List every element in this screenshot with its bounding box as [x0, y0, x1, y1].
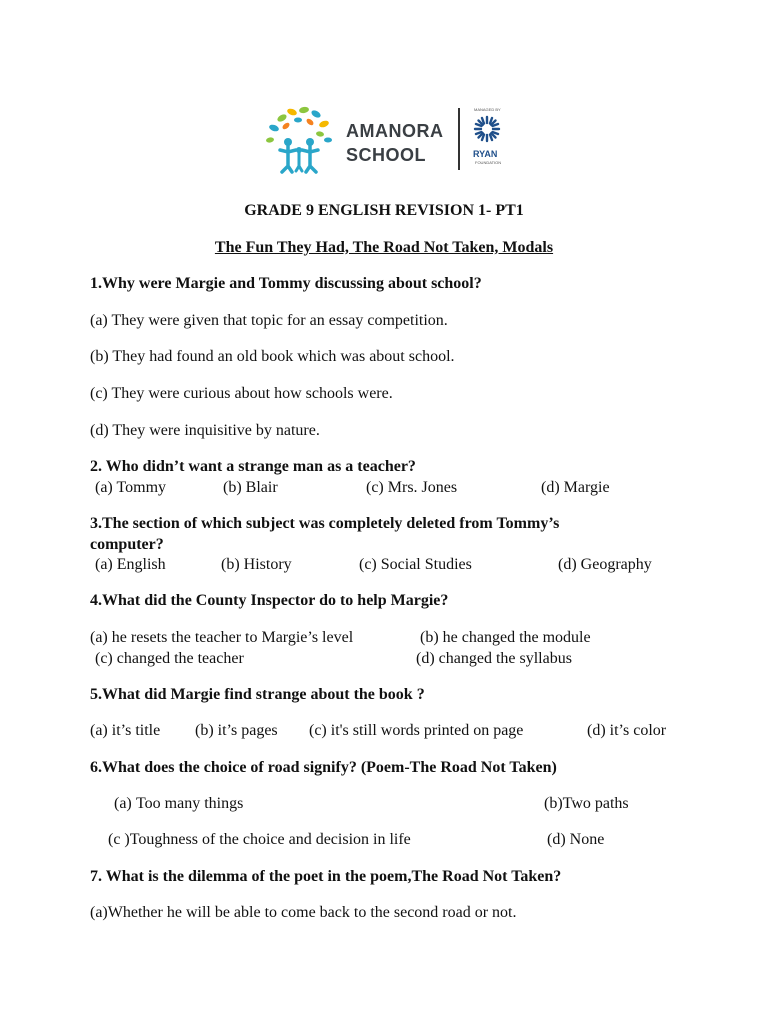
q5-option-d: (d) it’s color [587, 722, 667, 739]
q3-option-c: (c) Social Studies [359, 556, 472, 573]
q3-option-d: (d) Geography [558, 556, 652, 573]
q2-option-d: (d) Margie [541, 479, 610, 496]
q6-option-d: (d) None [547, 831, 605, 848]
question-5: 5.What did Margie find strange about the book ? [90, 686, 425, 703]
q6-option-b: (b)Two paths [544, 795, 629, 812]
logo-divider [458, 108, 460, 170]
q1-option-b: (b) They had found an old book which was about school. [90, 348, 455, 365]
q4-option-a: (a) he resets the teacher to Margie’s level [90, 629, 354, 646]
q5-option-a: (a) it’s title [90, 722, 161, 739]
q1-option-d: (d) They were inquisitive by nature. [90, 422, 320, 439]
page-subtitle: The Fun They Had, The Road Not Taken, Modals [214, 239, 554, 256]
question-2: 2. Who didn’t want a strange man as a teacher? [90, 458, 416, 475]
q3-option-a: (a) English [95, 556, 166, 573]
q7-option-a: (a)Whether he will be able to come back to the second road or not. [90, 904, 517, 921]
q1-option-a: (a) They were given that topic for an essay competition. [90, 312, 448, 329]
q6-option-c: (c )Toughness of the choice and decision in life [108, 831, 411, 848]
question-1: 1.Why were Margie and Tommy discussing about school? [90, 275, 482, 292]
question-3-line-2: computer? [90, 536, 164, 553]
q5-option-c: (c) it's still words printed on page [309, 722, 524, 739]
question-7: 7. What is the dilemma of the poet in the poem,The Road Not Taken? [90, 868, 562, 885]
ryan-label: RYAN [473, 149, 498, 159]
q2-option-a: (a) Tommy [95, 479, 167, 496]
page-title: GRADE 9 ENGLISH REVISION 1- PT1 [244, 202, 524, 219]
q5-option-b: (b) it’s pages [195, 722, 278, 739]
foundation-label: FOUNDATION [475, 160, 502, 165]
q4-option-b: (b) he changed the module [420, 629, 591, 646]
school-logo [262, 104, 508, 174]
q4-option-c: (c) changed the teacher [95, 650, 244, 667]
q3-option-b: (b) History [221, 556, 292, 573]
q2-option-b: (b) Blair [223, 479, 278, 496]
question-3-line-1: 3.The section of which subject was completely deleted from Tommy’s [90, 515, 560, 532]
question-6: 6.What does the choice of road signify? (Poem-The Road Not Taken) [90, 759, 557, 776]
q1-option-c: (c) They were curious about how schools were. [90, 385, 393, 402]
ryan-burst-icon [472, 114, 502, 144]
q6-option-a-text: Too many things [136, 795, 244, 812]
logo-word-amanora: AMANORA [346, 121, 444, 141]
question-4: 4.What did the County Inspector do to help Margie? [90, 592, 449, 609]
tree-family-icon [262, 104, 338, 174]
logo-word-school: SCHOOL [346, 145, 427, 165]
q2-option-c: (c) Mrs. Jones [366, 479, 458, 496]
q6-option-a-marker: (a) [114, 795, 132, 812]
q4-option-d: (d) changed the syllabus [416, 650, 572, 667]
managed-by-label: MANAGED BY [474, 107, 501, 112]
